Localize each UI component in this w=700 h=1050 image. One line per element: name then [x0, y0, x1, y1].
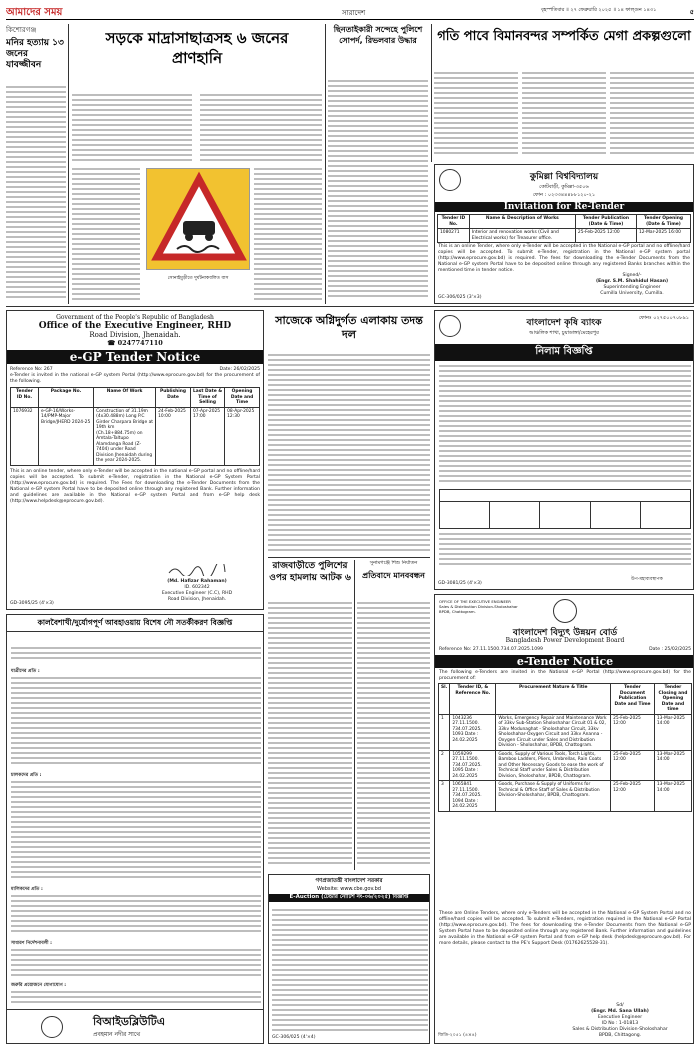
sign-name: (Engr. Md. Sana Ullah) [591, 1009, 649, 1014]
ad-title: Invitation for Re-Tender [435, 202, 693, 212]
ad-code: GC-306/025 (4'×4) [272, 1035, 316, 1040]
ad-phone: ☎ 0247747110 [107, 339, 163, 347]
bpdb-tender-ad [434, 594, 694, 1044]
story-road [72, 24, 322, 304]
ad-website: Website: www.cbe.gov.bd [317, 886, 381, 892]
photo-caption: সোনাইমুড়ীতে দুর্ঘটনাকবলিত বাস [167, 276, 229, 281]
ad-code: জিডি-২০৫১ (৪×৪) [438, 1033, 477, 1038]
ad-org-name: বাংলাদেশ কৃষি ব্যাংক [526, 318, 602, 328]
story-kicker: কিশোরগঞ্জ [6, 26, 37, 34]
ad-office: OFFICE OF THE EXECUTIVE ENGINEER [439, 599, 511, 604]
biwta-notice [6, 614, 264, 1044]
story-kicker: সুনামগঞ্জে শিশু নির্যাতন [369, 560, 418, 566]
sign-place: BPDB, Chittagong. [598, 1033, 642, 1038]
university-logo-icon [439, 169, 461, 191]
ad-code: GD-3095/25 (4'×3) [10, 601, 54, 606]
section-heading: সাধারণ নির্দেশনাবলী : [11, 941, 53, 946]
ad-intro: e-Tender is invited in the national e-GP system Portal (http://www.eprocure.gov.bd) for the procurement of the following. [10, 373, 260, 384]
e-auction-ad [268, 874, 430, 1044]
masthead [6, 4, 694, 20]
story-headline: সড়কে মাদ্রাসাছাত্রসহ ৬ জনের প্রাণহানি [105, 29, 289, 67]
sign-id: ID. 602342 [184, 585, 210, 590]
story-headline: গতি পাবে বিমানবন্দর সম্পর্কিত মেগা প্রকল্পগুলো [437, 29, 691, 44]
story-murder [6, 24, 66, 302]
story-headline: রাজবাড়ীতে পুলিশের ওপর হামলায় আটক ৬ [269, 561, 351, 583]
ad-footer-text: This is an online Tender, where only e-Tender will be accepted in the National e-GP portal and no offline/hard copies will be accepted. To submit e-Tender, registration in the National e-GP system portal (http://www.eprocure.gov.bd) is required. The fees for downloading the e-Tender Documents from the National e-GP system Portal have to be deposited online through any registered Banks branches within the mentioned time in tender notice. [438, 244, 690, 273]
ad-ref: Reference No: 267 [10, 367, 53, 372]
sign-place: Cumilla University, Cumilla. [600, 291, 664, 296]
ad-phone: ফোনঃ ০২৭৫০০৭০৮৯১ [638, 315, 689, 321]
bpdb-tender-table: Sl. Tender ID, & Reference No. Procurement Nature & Title Tender Document Publication Date and Time Tender Closing and Opening Date and time 1 1043236 27.11.1500. 734.07.2025. 1093 Date : 24.02.2025 Works, Emergency Repair and Maintenance Work of 33kv Sub-Station Sholoshahar Circuit 01 & 02, 33kv Modunaghat - Sholoshahar Circuit, 33kv Sholoshahar-Oxygen Circuit and 33kv Ananna - Oxygen Circuit under Sales and Distribution Division - Sholoshahar, BPDB, Chattogram. 25-Feb-2025 12:00 13-Mar-2025 14:00 2 1059299 27.11.1500. 734.07.2025. 1095 Date : 24.02.2025 Goods, Supply of Various Tools, Torch Lights, Bamboo Ladders, Pliers, Umbrellas, Rain Coats and Other Necessary Goods to ease the work of Technical Staff under Sales & Distribution Division, Sholoshahar, BPDB, Chattogram. 25-Feb-2025 12:00 13-Mar-2025 14:00 3 1065841 27.11.1500. 734.07.2025. 1094 Date : 24.02.2025 Goods, Purchase & Supply of Uniforms for Technical & Office Staff of Sales & Distribution Division-Sholoshahar, BPDB, Chattogram. 25-Feb-2025 12:00 13-Mar-2025 14:00 [438, 683, 692, 812]
ad-branch: আঞ্চলিক শাখা, চুয়াডাঙ্গা/মেহেরপুর [529, 330, 599, 336]
ad-office: Office of the Executive Engineer, RHD [38, 321, 232, 331]
accident-photo [146, 168, 250, 270]
story-fire [268, 310, 430, 555]
story-headline: সাজেকে অগ্নিদুর্গত এলাকায় তদন্ত দল [275, 314, 423, 341]
sign-title: Superintending Engineer [603, 285, 661, 290]
auction-table [439, 489, 691, 529]
sign-id: ID No : 1-01813 [601, 1021, 639, 1026]
ad-footer-text: These are Online Tenders, where only e-Tenders will be accepted in the National e-GP System Portal and no offline/hard copies will be accepted. To submit e-Tenders, registration required in the National e-GP Portal (http://www.eprocure.gov.bd). The fees for downloading the e-Tender Documents from the National e-GP System Portal have to be deposited online through any registered Bank. Further information and guidelines are available in the National e-GP system Portal and from e-GP help desk (helpdesk@eprocure.gov.bd). For more details, please contact to the PE's Support Desk (01762625528-31). [439, 911, 691, 946]
ad-org-name: কুমিল্লা বিশ্ববিদ্যালয় [529, 172, 599, 182]
table-row: 2 1059299 27.11.1500. 734.07.2025. 1095 Date : 24.02.2025 Goods, Supply of Various Tools, Torch Lights, Bamboo Ladders, Pliers, Umbrellas, Rain Coats and Other Necessary Goods to ease the work of Technical Staff under Sales & Distribution Division, Sholoshahar, BPDB, Chattogram. 25-Feb-2025 12:00 13-Mar-2025 14:00 [439, 750, 692, 781]
ad-tagline: প্রবহমান নদীর সাথে [93, 1031, 141, 1038]
sign-label: Signed/- [622, 273, 642, 278]
cumilla-tender-table: Tender ID No. Name & Description of Works Tender Publication (Date & Time) Tender Opening (Date & Time) 1080271 Interior and renovation works (Civil and Electrical works) for Treasurer office. 25-Feb-2025 12:00 12-Mar-2025 16:00 [437, 214, 691, 243]
biwta-logo-icon [41, 1016, 63, 1038]
ad-footer-text: This is an online tender, where only e-Tender will be accepted in the national e-GP portal and no offline/hard copies will be accepted. To submit e-Tender, registration in the National e-GP System Portal (http://www.eprocure.gov.bd) is required. The Fees for downloading the e-Tender Documents from the National e-GP system Portal have to be deposited online through any registered Bank. Further information and guidelines are available in the National e-GP system Portal and from e-GP help desk (http://www.helpdesk@eprocure.gov.bd). [10, 468, 260, 504]
ad-division: Sales & Distribution Division-Sholoshahar [439, 604, 518, 609]
table-row: 1 1043236 27.11.1500. 734.07.2025. 1093 Date : 24.02.2025 Works, Emergency Repair and Maintenance Work of 33kv Sub-Station Sholoshahar Circuit 01 & 02, 33kv Modunaghat - Sholoshahar Circuit, 33kv Sholoshahar-Oxygen Circuit and 33kv Ananna - Oxygen Circuit under Sales and Distribution Division - Sholoshahar, BPDB, Chattogram. 25-Feb-2025 12:00 13-Mar-2025 14:00 [439, 714, 692, 750]
rhd-tender-ad [6, 310, 264, 610]
masthead-logo: আমাদের সময় [6, 7, 63, 18]
page-number: ৫ [689, 8, 694, 16]
ad-ref: Reference No: 27.11.1500.734.07.2025.1099 [439, 647, 543, 652]
story-airport [434, 24, 694, 160]
ad-address: কোটবাড়ী, কুমিল্লা-৩৫০৬ [539, 184, 589, 190]
ad-title: e-GP Tender Notice [7, 350, 263, 364]
section-heading: চালকদের প্রতি : [11, 773, 42, 778]
bank-logo-icon [439, 315, 461, 337]
sign-label: Sd/ [616, 1003, 624, 1008]
story-rajbari [268, 560, 430, 870]
masthead-section: সারাদেশ [342, 9, 366, 17]
ad-code: GC-306/025 (3'×3) [438, 295, 482, 300]
ad-org-name: বাংলাদেশ বিদ্যুৎ উন্নয়ন বোর্ড [512, 628, 618, 638]
section-heading: যাত্রীদের প্রতি : [11, 669, 40, 674]
krishi-bank-ad [434, 310, 694, 590]
story-headline: প্রতিবাদে মানববন্ধন [362, 571, 425, 580]
sign-division: Sales & Distribution Division-Sholoshahar [572, 1027, 668, 1032]
ad-title: e-Tender Notice [435, 655, 694, 668]
ad-place: BPDB, Chattogram. [439, 609, 476, 614]
table-row: 3 1065841 27.11.1500. 734.07.2025. 1094 Date : 24.02.2025 Goods, Purchase & Supply of Uniforms for Technical & Office Staff of Sales & Distribution Division-Sholoshahar, BPDB, Chattogram. 25-Feb-2025 12:00 13-Mar-2025 14:00 [439, 781, 692, 812]
story-snatch [328, 24, 428, 304]
ad-org-name-en: Bangladesh Power Development Board [505, 637, 625, 644]
table-row: 1080271 Interior and renovation works (Civil and Electrical works) for Treasurer office. 25-Feb-2025 12:00 12-Mar-2025 16:00 [438, 229, 691, 243]
ad-phone: ফোন : ০২৩৩৪৪৪৮৮১২০-২১ [532, 192, 596, 198]
signature-icon [167, 564, 227, 576]
story-headline: ছিনতাইকারী সন্দেহে পুলিশে সোপর্দ, রিভলবার উদ্ধার [333, 25, 423, 45]
sign-title: Executive Engineer (C.C), RHD [161, 591, 233, 596]
cumilla-tender-ad [434, 164, 694, 304]
ad-gov: গণপ্রজাতন্ত্রী বাংলাদেশ সরকার [315, 878, 383, 884]
masthead-date: বৃহস্পতিবার ॥ ২৭ ফেব্রুয়ারি ২০২৫ ॥ ১৪ ফাল্গুন ১৪৩১ [541, 7, 657, 13]
table-row: 1076932 e-GP-16/Works-14/PMP-Major Bridge/JHERD 2024-25 Construction of 31.19m (4x30.488m) Long P.C Girder Charpara Bridge at 19th km (Ch.18+884.75m) on Amtala-Taltupo Alamdanga Road (Z-7404) under Road Division Jhenaidah during the year 2024-2025. 24-Feb-2025 10:00 07-Apr-2025 17:00 08-Apr-2025 12:30 [11, 407, 260, 465]
section-heading: মালিকদের প্রতি : [11, 887, 43, 892]
sign-title: Executive Engineer [597, 1015, 643, 1020]
sign-place: Road Division, Jhenaidah. [167, 597, 227, 602]
section-heading: জরুরি প্রয়োজনে যোগাযোগ : [11, 983, 67, 988]
sign-name: (Md. Hafizar Rahaman) [167, 579, 227, 584]
ad-title: E-Auction (টেন্ডার নোটিশ নং-০৬/২০২৫) বিজ্ঞপ্তি [269, 894, 429, 902]
rhd-tender-table: Tender ID No. Package No. Name Of Work Publishing Date Last Date & Time of Selling Opening Date and Time 1076932 e-GP-16/Works-14/PMP-Major Bridge/JHERD 2024-25 Construction of 31.19m (4x30.488m) Long P.C Girder Charpara Bridge at 19th km (Ch.18+884.75m) on Amtala-Taltupo Alamdanga Road (Z-7404) under Road Division Jhenaidah during the year 2024-2025. 24-Feb-2025 10:00 07-Apr-2025 17:00 08-Apr-2025 12:30 [10, 387, 260, 466]
ad-date: Date : 25/02/2025 [649, 647, 691, 652]
ad-code: GD-3081/25 (4'×3) [438, 581, 482, 586]
bpdb-logo-icon [553, 599, 577, 623]
ad-date: Date: 26/02/2025 [219, 367, 260, 372]
story-headline: মনির হত্যায় ১৩ জনের যাবজ্জীবন [6, 38, 64, 70]
ad-org-name: বিআইডব্লিউটিএ [93, 1015, 166, 1028]
sign-title: উপ-মহাব্যবস্থাপক [631, 577, 663, 582]
ad-division: Road Division, Jhenaidah. [89, 331, 181, 339]
ad-title: নিলাম বিজ্ঞপ্তি [435, 344, 693, 361]
sign-name: (Engr. S.M. Shahidul Hasan) [595, 279, 669, 284]
ad-title: কালবৈশাখী/দুর্যোগপূর্ণ আবহাওয়ায় বিশেষ নৌ সতর্কীকরণ বিজ্ঞপ্তি [7, 615, 263, 632]
ad-intro: The following e-Tenders are invited in the National e-GP Portal (http://www.eprocure.gov.bd) for the procurement of: [439, 670, 691, 681]
warning-sign-icon [147, 169, 251, 271]
ad-gov: Government of the People's Republic of Bangladesh [56, 314, 214, 321]
